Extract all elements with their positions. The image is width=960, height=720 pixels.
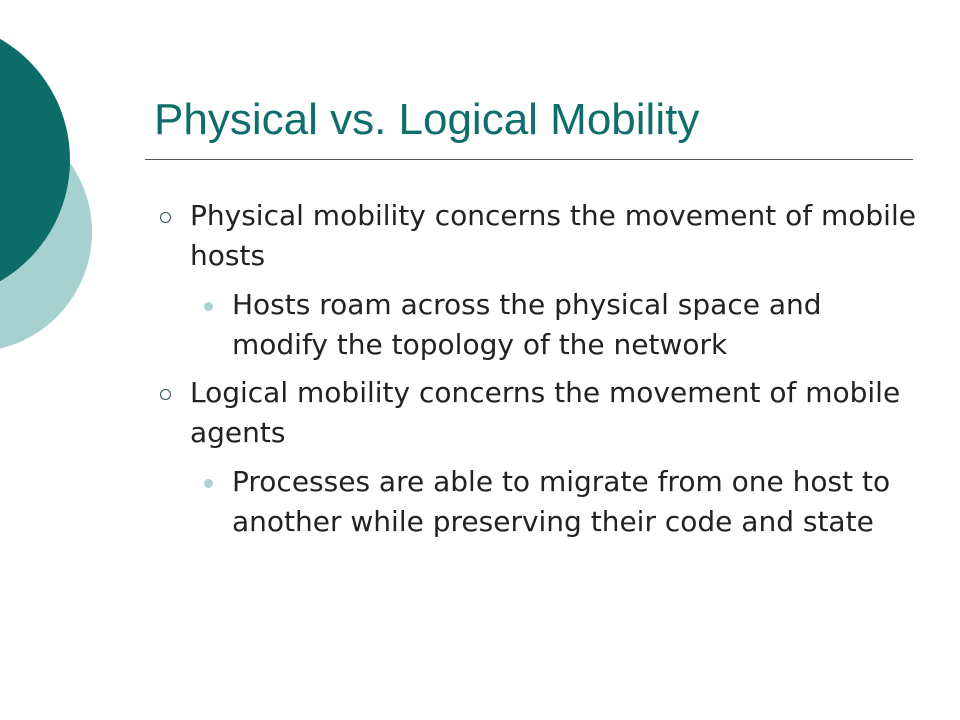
hollow-circle-bullet-icon [160, 212, 171, 223]
sub-bullet-text: Hosts roam across the physical space and modify the topology of the network [232, 288, 822, 361]
filled-dot-bullet-icon [204, 479, 213, 488]
decorative-circles [0, 0, 120, 400]
bullet-text: Logical mobility concerns the movement of mobile agents [190, 376, 901, 449]
slide-body [158, 196, 918, 542]
bullet-physical-mobility [158, 196, 918, 276]
sub-bullet-processes-migrate [158, 462, 918, 542]
filled-dot-bullet-icon [204, 302, 213, 311]
bullet-logical-mobility [158, 373, 918, 453]
sub-bullet-hosts-roam [158, 285, 918, 365]
slide-title: Physical vs. Logical Mobility [154, 95, 700, 144]
sub-bullet-text: Processes are able to migrate from one host to another while preserving their code and state [232, 465, 891, 538]
title-divider [145, 159, 913, 160]
hollow-circle-bullet-icon [160, 389, 171, 400]
bullet-text: Physical mobility concerns the movement of mobile hosts [190, 199, 916, 272]
